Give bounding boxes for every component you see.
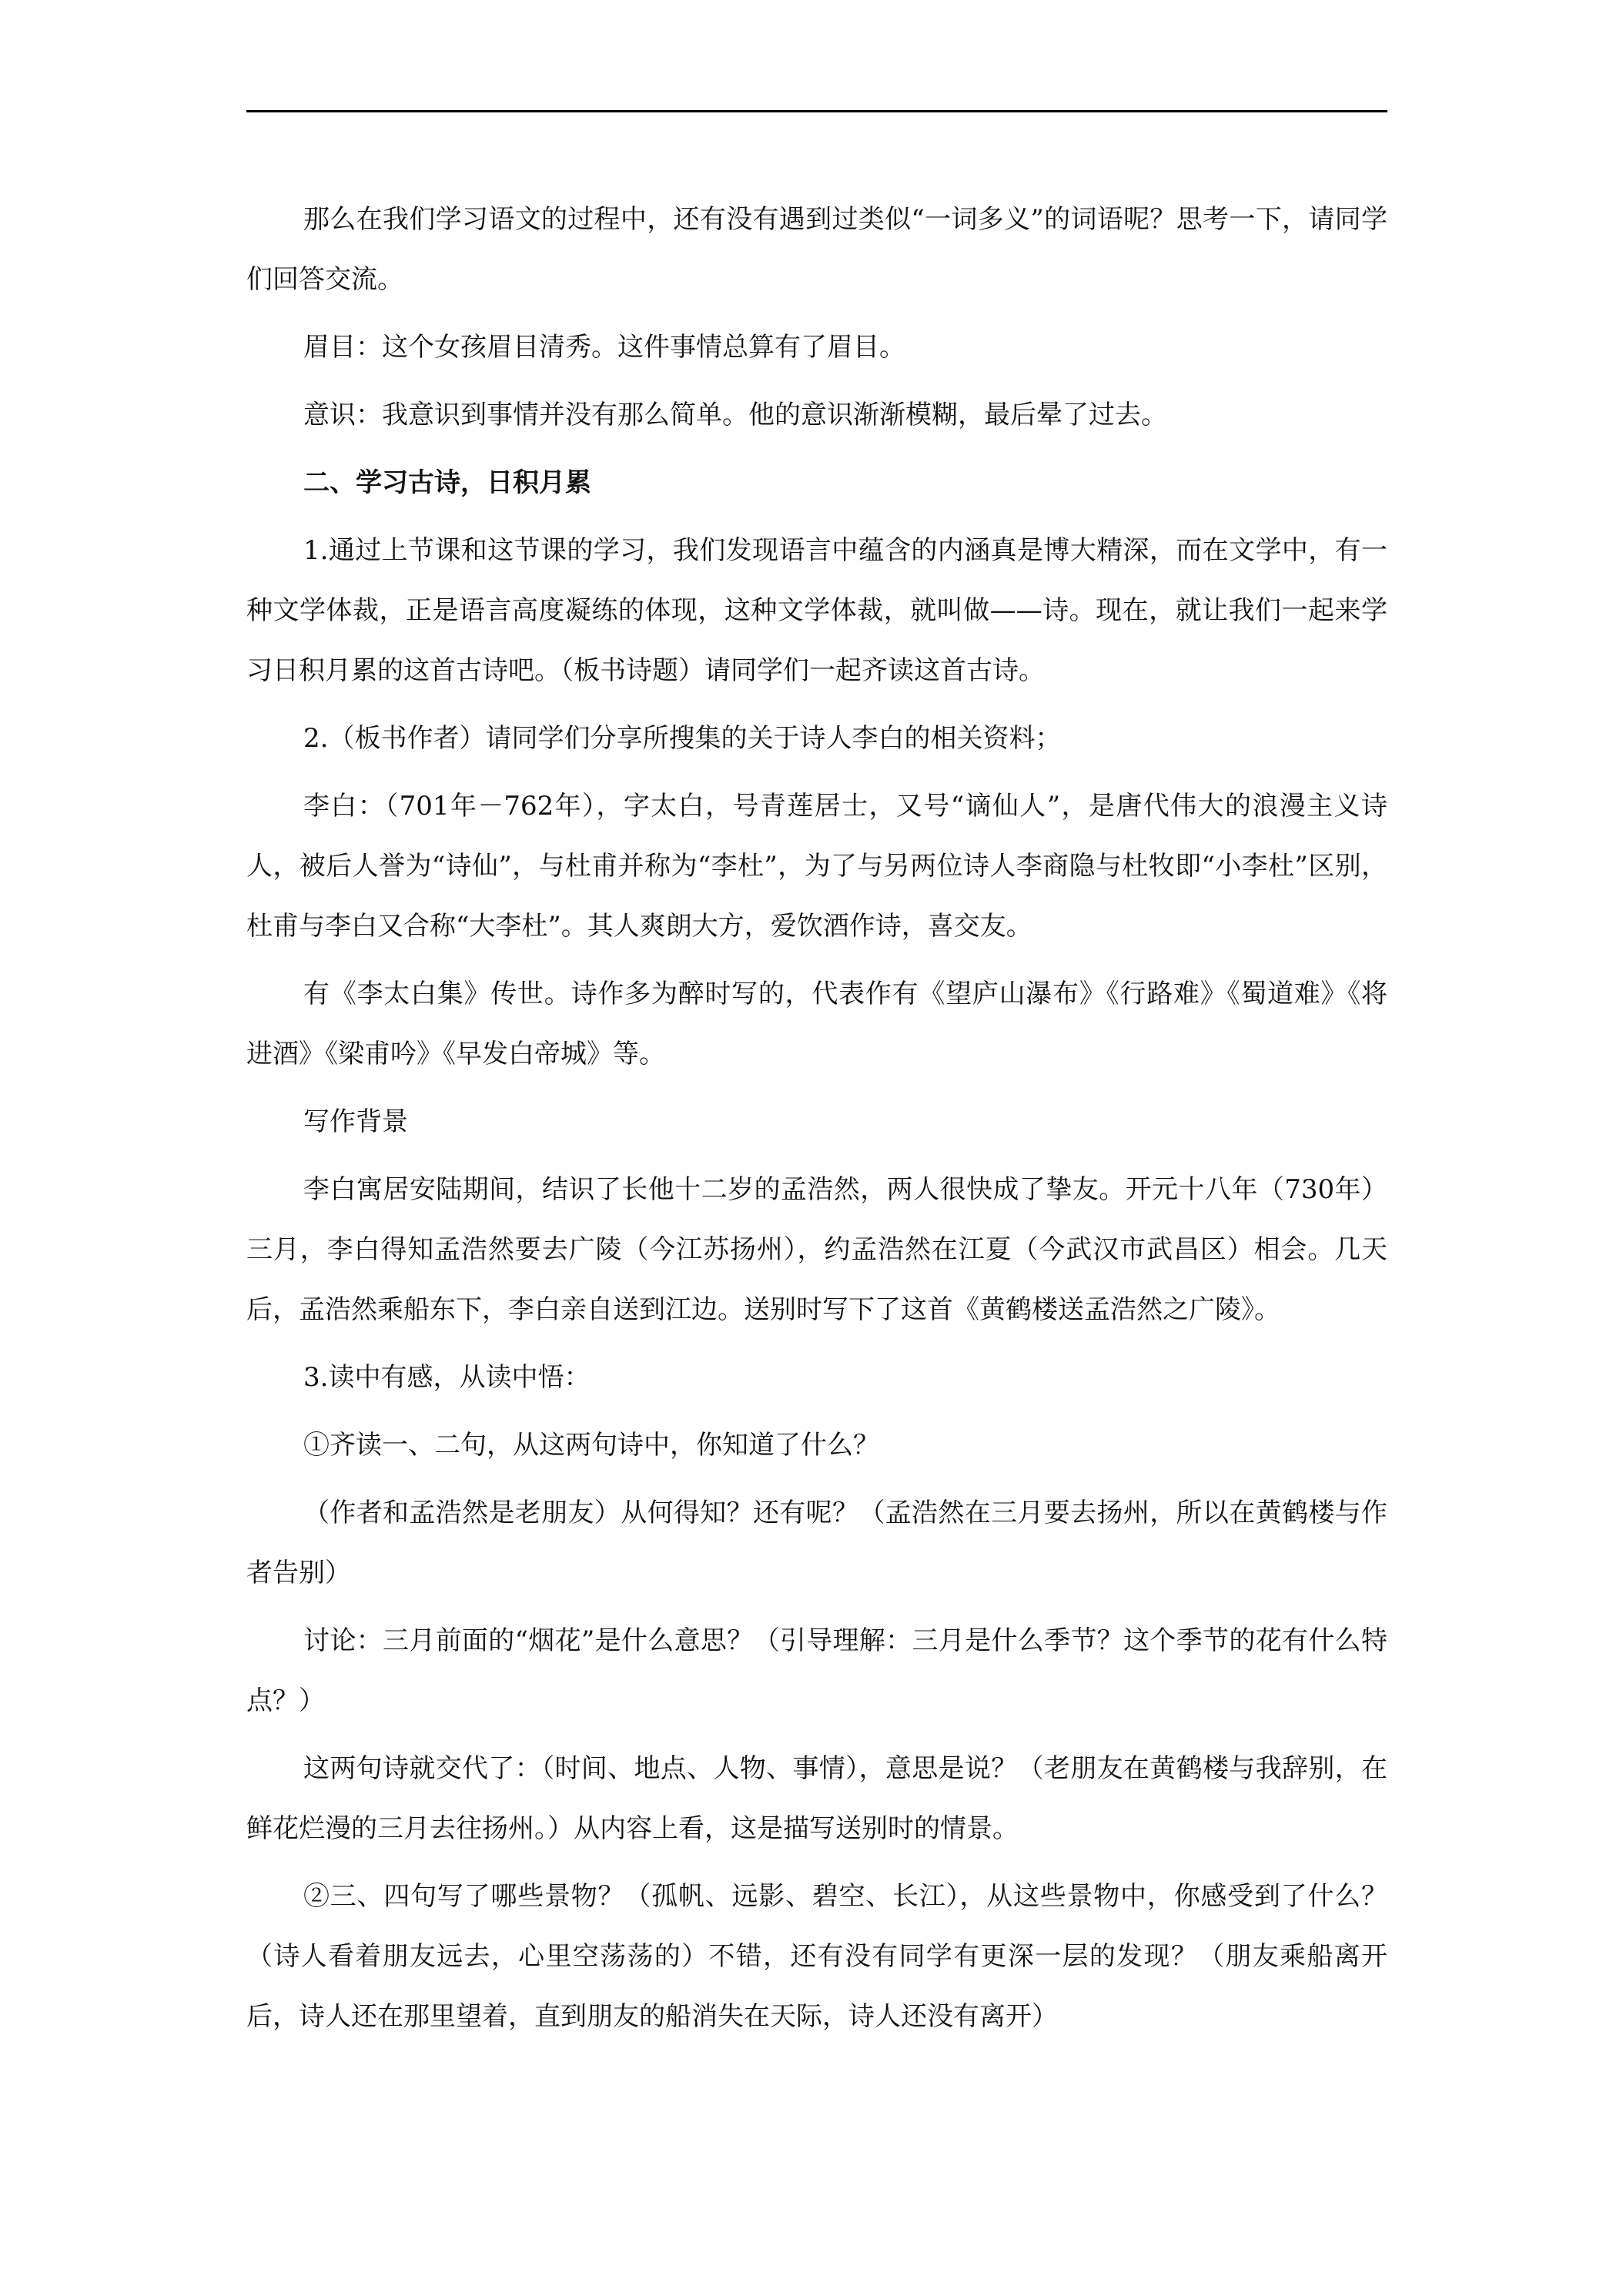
section-heading: 二、学习古诗，日积月累 [303,467,591,498]
paragraph: 2.（板书作者）请同学们分享所搜集的关于诗人李白的相关资料； [303,723,1062,754]
paragraph: 有《李太白集》传世。诗作多为醉时写的，代表作有《望庐山瀑布》《行路难》《蜀道难》《将进酒》《梁甫吟》《早发白帝城》等。 [246,979,1387,1069]
paragraph: 李白：（701年－762年），字太白，号青莲居士，又号“谪仙人”，是唐代伟大的浪漫主义诗人，被后人誉为“诗仙”，与杜甫并称为“李杜”，为了与另两位诗人李商隐与杜牧即“小李杜”区别，杜甫与李白又合称“大李杜”。其人爽朗大方，爱饮酒作诗，喜交友。 [246,791,1387,942]
paragraph: 那么在我们学习语文的过程中，还有没有遇到过类似“一词多义”的词语呢？思考一下，请同学们回答交流。 [246,204,1387,295]
paragraph: 这两句诗就交代了：（时间、地点、人物、事情），意思是说？（老朋友在黄鹤楼与我辞别，在鲜花烂漫的三月去往扬州。）从内容上看，这是描写送别时的情景。 [246,1753,1387,1844]
paragraph: 意识：我意识到事情并没有那么简单。他的意识渐渐模糊，最后晕了过去。 [303,400,1167,430]
header-rule [246,110,1387,112]
paragraph: ①齐读一、二句，从这两句诗中，你知道了什么？ [303,1430,879,1461]
document-body [246,189,1387,2047]
paragraph: ②三、四句写了哪些景物？（孤帆、远影、碧空、长江），从这些景物中，你感受到了什么？（诗人看着朋友远去，心里空荡荡的）不错，还有没有同学有更深一层的发现？（朋友乘船离开后，诗人还在那里望着，直到朋友的船消失在天际，诗人还没有离开） [246,1881,1387,2032]
paragraph: 3.读中有感，从读中悟： [303,1362,591,1393]
paragraph: 眉目：这个女孩眉目清秀。这件事情总算有了眉目。 [303,332,905,363]
paragraph: 李白寓居安陆期间，结识了长他十二岁的孟浩然，两人很快成了挚友。开元十八年（730年）三月，李白得知孟浩然要去广陵（今江苏扬州），约孟浩然在江夏（今武汉市武昌区）相会。几天后，孟浩然乘船东下，李白亲自送到江边。送别时写下了这首《黄鹤楼送孟浩然之广陵》。 [246,1174,1387,1325]
paragraph: 讨论：三月前面的“烟花”是什么意思？（引导理解：三月是什么季节？这个季节的花有什么特点？） [246,1625,1387,1716]
paragraph: 写作背景 [303,1106,408,1137]
paragraph: 1.通过上节课和这节课的学习，我们发现语言中蕴含的内涵真是博大精深，而在文学中，有一种文学体裁，正是语言高度凝练的体现，这种文学体裁，就叫做——诗。现在，就让我们一起来学习日积月累的这首古诗吧。（板书诗题）请同学们一起齐读这首古诗。 [246,535,1387,686]
paragraph: （作者和孟浩然是老朋友）从何得知？还有呢？（孟浩然在三月要去扬州，所以在黄鹤楼与作者告别） [246,1498,1387,1588]
